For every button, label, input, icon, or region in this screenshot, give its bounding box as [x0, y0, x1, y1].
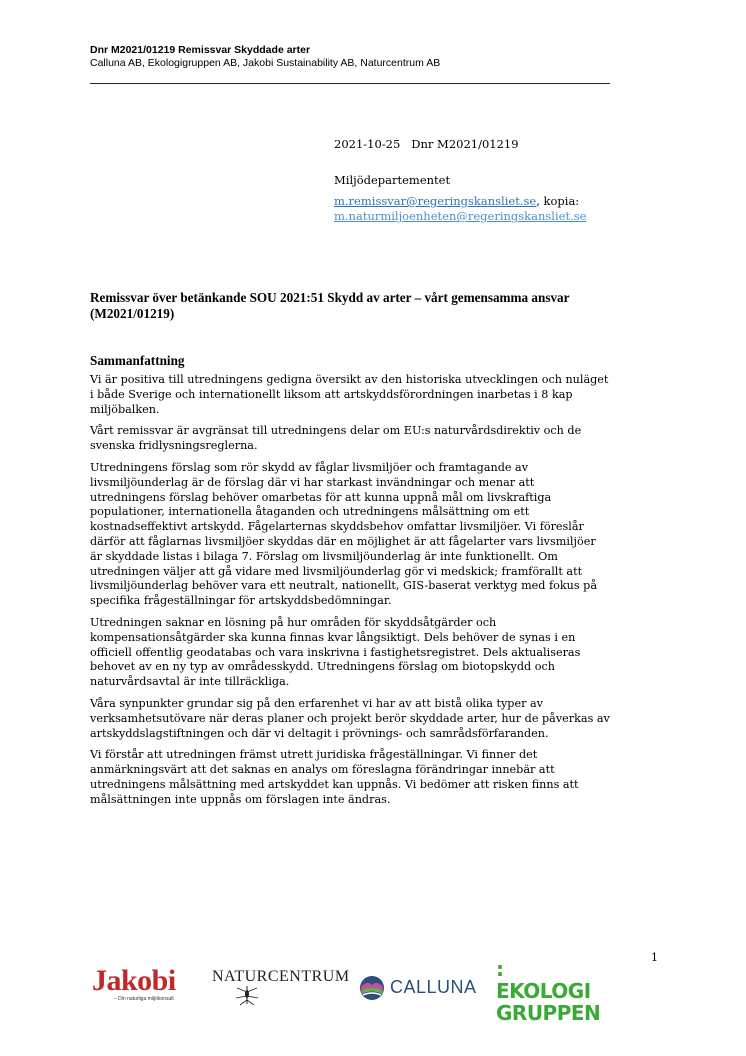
section-heading: Sammanfattning [90, 353, 185, 368]
copy-label: , kopia: [536, 194, 580, 208]
calluna-emblem-icon [358, 974, 386, 1002]
letter-date: 2021-10-25 [334, 137, 401, 151]
paragraph: Våra synpunkter grundar sig på den erfarenhet vi har av att bistå olika typer av verksamhetsutövare när deras planer och projekt berör skyddade arter, hur de påverkas av artskyddslagstiftningen och där vi deltagit i prövnings- och samrådsförfaranden. [90, 696, 610, 740]
letter-meta [334, 137, 586, 224]
page-number: 1 [651, 951, 658, 964]
calluna-wordmark: CALLUNA [390, 977, 477, 997]
email-line [334, 194, 586, 209]
insect-icon [234, 984, 260, 1006]
jakobi-wordmark: Jakobi [92, 964, 176, 997]
naturcentrum-wordmark: NATURCENTRUM [212, 968, 350, 985]
email-line-2 [334, 209, 586, 224]
dateline [334, 137, 586, 152]
email-link-remissvar[interactable]: m.remissvar@regeringskansliet.se [334, 194, 537, 208]
header-subtitle: Calluna AB, Ekologigruppen AB, Jakobi Sustainability AB, Naturcentrum AB [90, 57, 441, 69]
email-link-naturmiljo[interactable]: m.naturmiljoenheten@regeringskansliet.se [334, 209, 587, 223]
ekologigruppen-logo [496, 958, 600, 1024]
paragraph: Utredningen saknar en lösning på hur områden för skyddsåtgärder och kompensationsåtgärder ska kunna finnas kvar långsiktigt. Dels behöver de synas i en officiell offentlig geodatabas och vara inskrivna i fastighetsregistret. Dels aktualiseras behovet av en ny typ av områdesskydd. Utredningens förslag om biotopskydd och naturvårdsavtal är inte tillräckliga. [90, 615, 581, 689]
letter-dnr: Dnr M2021/01219 [411, 137, 519, 151]
naturcentrum-logo [212, 968, 350, 986]
recipient: Miljödepartementet [334, 173, 451, 187]
header-divider [90, 83, 610, 84]
jakobi-logo [92, 966, 176, 1002]
paragraph: Vårt remissvar är avgränsat till utredningens delar om EU:s naturvårdsdirektiv och de svenska fridlysningsreglerna. [90, 424, 582, 453]
paragraph: Vi är positiva till utredningens gedigna översikt av den historiska utvecklingen och nuläget i både Sverige och internationellt liksom att artskyddsförordningen inarbetas i 8 kap miljöbalken. [90, 373, 609, 416]
document-body [90, 290, 610, 815]
page-header [90, 44, 610, 70]
header-title: Dnr M2021/01219 Remissvar Skyddade arter [90, 44, 311, 56]
footer-logos [90, 957, 601, 1025]
paragraph: Utredningens förslag som rör skydd av fåglar livsmiljöer och framtagande av livsmiljöunderlag är de förslag där vi har starkast invändningar och menar att utredningens förslag behöver omarbetas för att kunna uppnå mål om livskraftiga populationer, internationella åtaganden och utredningens målsättning om ett kostnadseffektivt artskydd. Fågelarternas skyddsbehov omfattar livsmiljöer. Vi föreslår därför att fåglarnas livsmiljöer skyddas där en möjlighet är att fågelarter vars livsmiljöer är skyddade listas i bilaga 7. Förslag om livsmiljöunderlag är inte funktionellt. Om utredningen väljer att gå vidare med livsmiljöunderlag gör vi medskick; framförallt att livsmiljöunderlag behöver vara ett neutralt, nationellt, GIS-baserat verktyg med fokus på specifika frågeställningar för artskyddsbedömningar. [90, 460, 598, 608]
ekologi-wordmark-line1: : EKOLOGI [496, 957, 591, 1003]
document-title: Remissvar över betänkande SOU 2021:51 Skydd av arter – vårt gemensamma ansvar (M2021/01219) [90, 290, 570, 321]
jakobi-tagline: – Din naturliga miljökonsult [114, 996, 174, 1002]
ekologi-wordmark-line2: GRUPPEN [496, 1001, 601, 1025]
paragraph: Vi förstår att utredningen främst utrett juridiska frågeställningar. Vi finner det anmärkningsvärt att det saknas en analys om föreslagna förändringar innebär att utredningens målsättning med artskyddet kan uppnås. Vi bedömer att risken finns att målsättningen inte uppnås om förslagen inte ändras. [90, 748, 579, 806]
